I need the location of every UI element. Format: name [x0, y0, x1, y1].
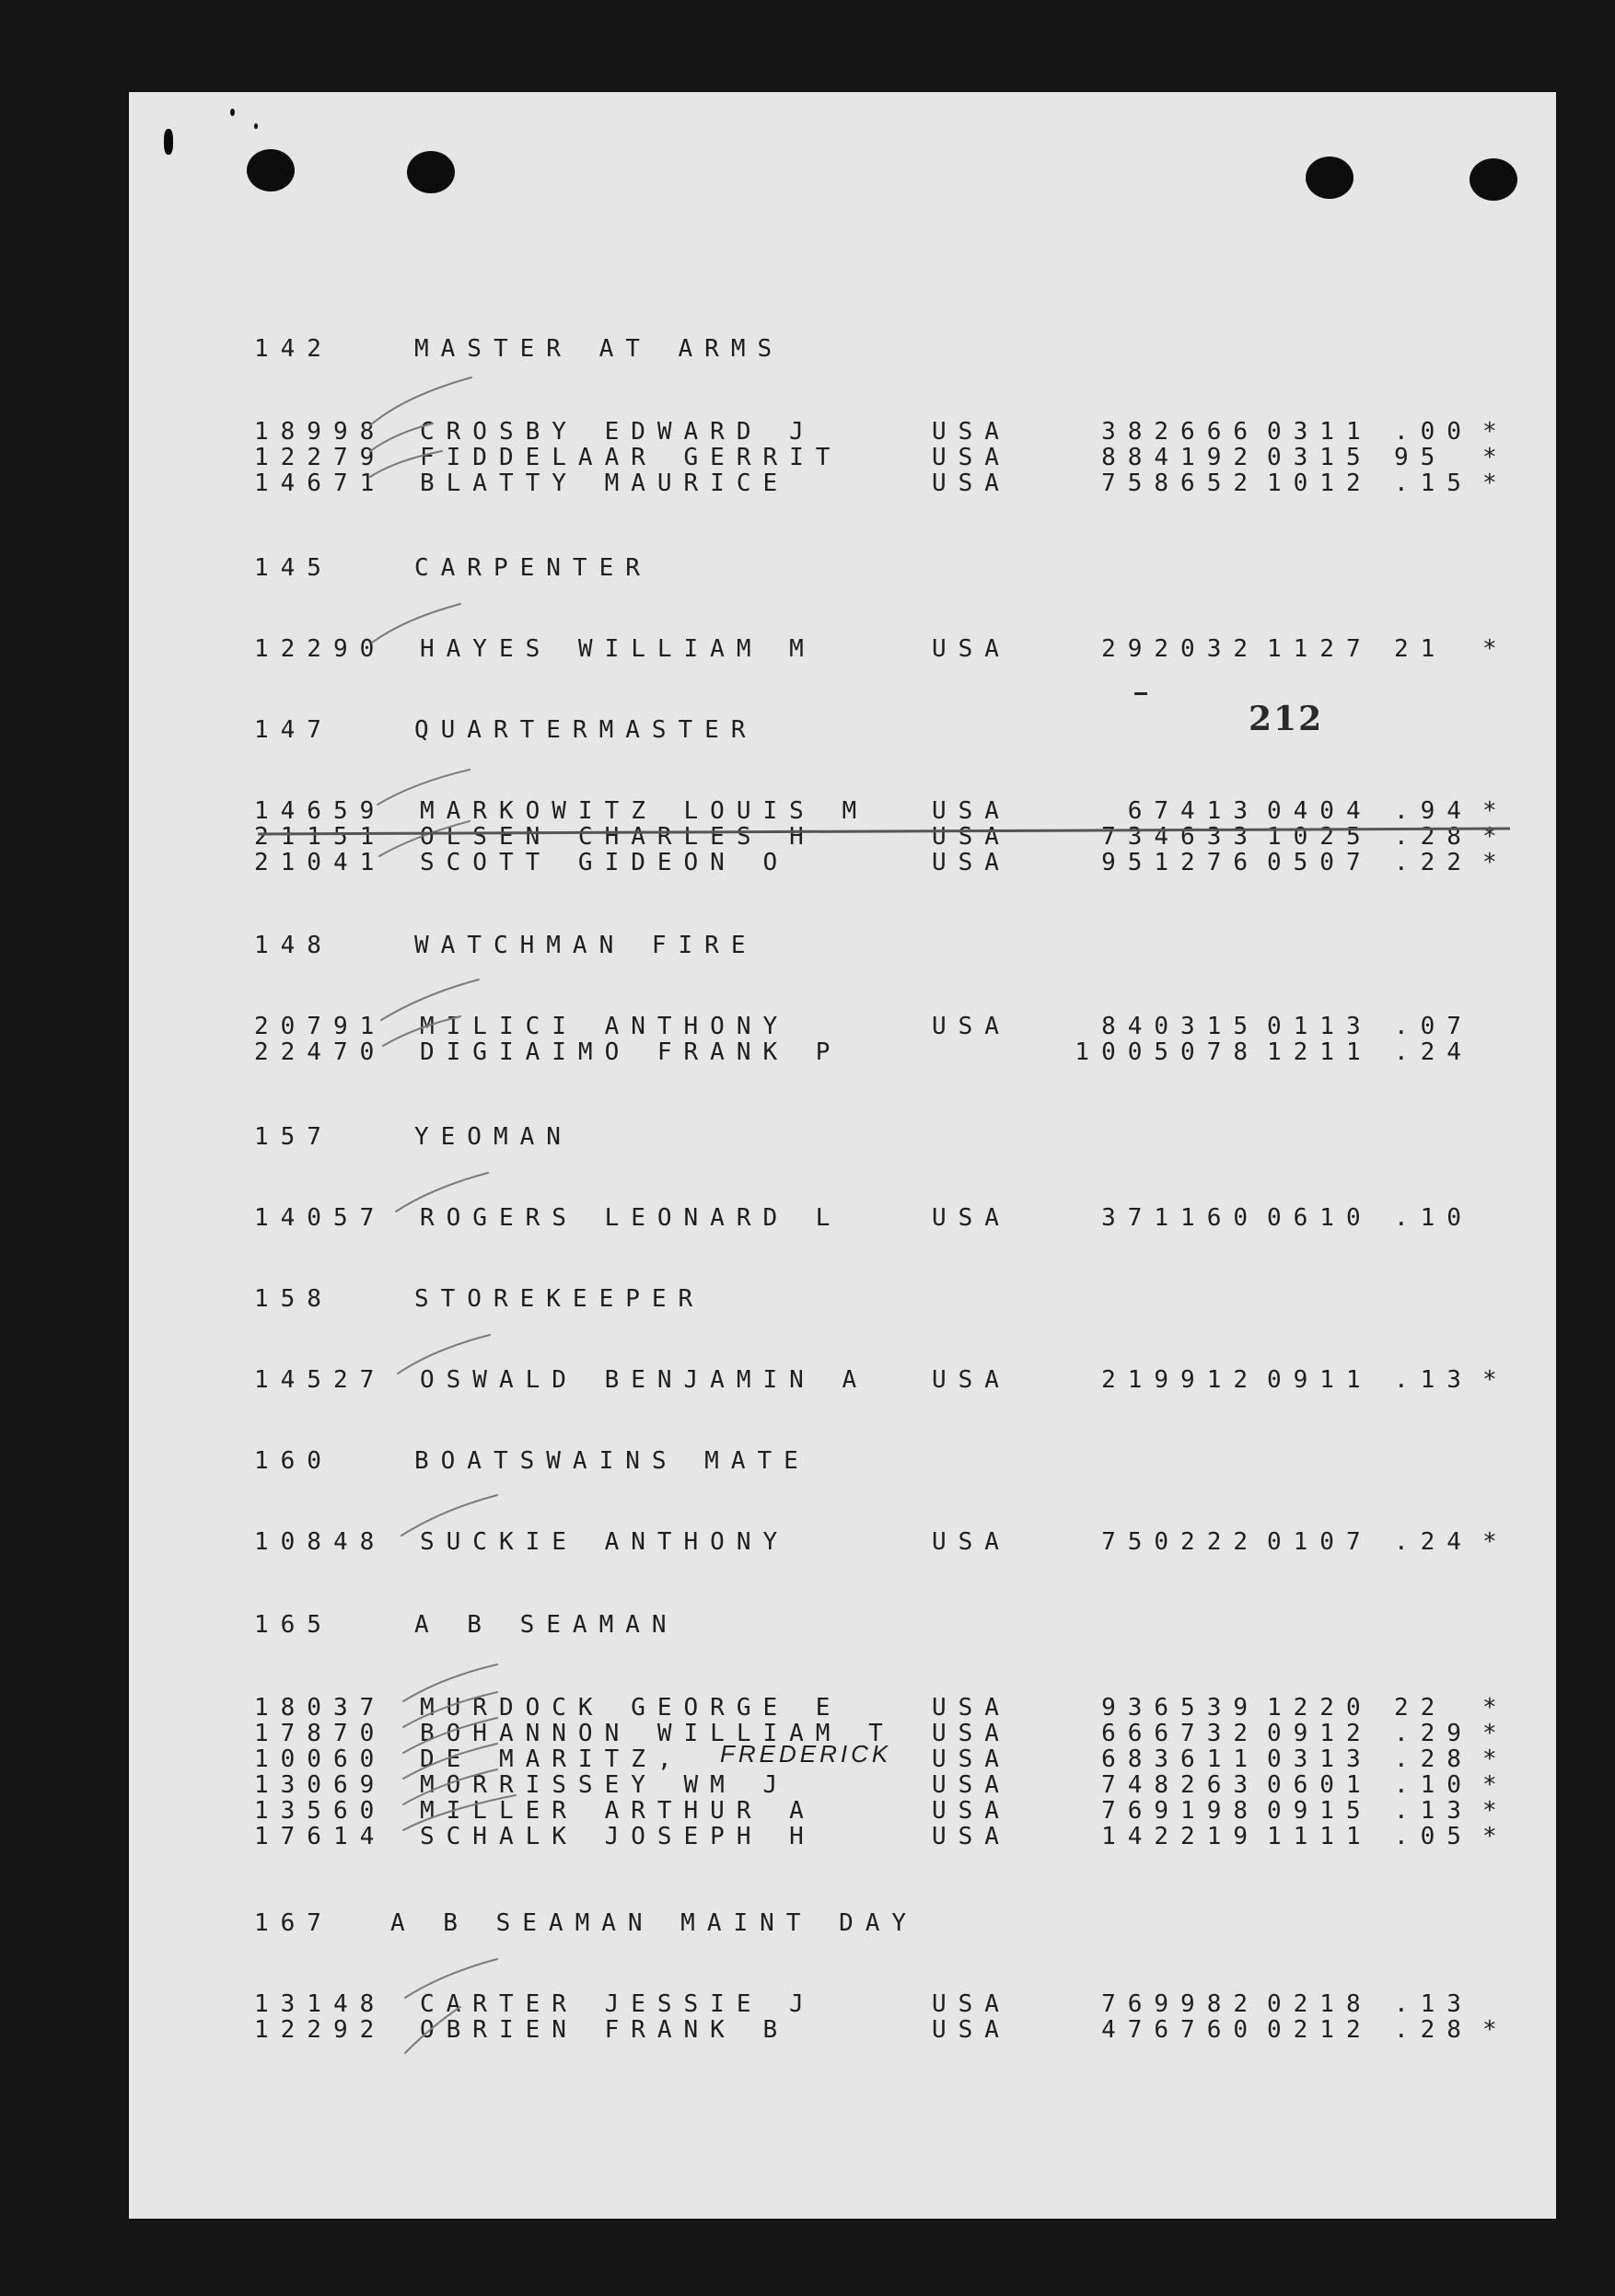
- crew-name: BLATTY MAURICE: [420, 470, 790, 497]
- asterisk-mark: *: [1482, 1797, 1509, 1825]
- date-code: 0601: [1267, 1771, 1373, 1799]
- date-code: 1012: [1267, 470, 1373, 497]
- id-number: 683611: [1101, 1745, 1260, 1773]
- crew-code: 12290: [254, 635, 387, 663]
- citizenship: USA: [932, 1745, 1011, 1773]
- check-mark: [378, 770, 470, 805]
- amount: .24: [1394, 1528, 1473, 1556]
- citizenship: USA: [932, 1204, 1011, 1232]
- id-number: 769982: [1101, 1990, 1260, 2018]
- crew-name: MILICI ANTHONY: [420, 1013, 790, 1040]
- amount: .10: [1394, 1204, 1473, 1232]
- date-code: 0113: [1267, 1013, 1373, 1040]
- id-number: 769198: [1101, 1797, 1260, 1825]
- page-number: 212: [1249, 700, 1324, 738]
- citizenship: USA: [932, 797, 1011, 825]
- crew-name: HAYES WILLIAM M: [420, 635, 816, 663]
- check-mark: [405, 2007, 460, 2053]
- date-code: 0912: [1267, 1720, 1373, 1747]
- crew-code: 21151: [254, 823, 387, 851]
- crew-code: 10848: [254, 1528, 387, 1556]
- section-code: 167: [254, 1909, 333, 1937]
- crew-code: 14671: [254, 470, 387, 497]
- citizenship: USA: [932, 1694, 1011, 1722]
- crew-name: SCHALK JOSEPH H: [420, 1823, 816, 1850]
- asterisk-mark: *: [1482, 1720, 1509, 1747]
- amount: .28: [1394, 1745, 1473, 1773]
- id-number: 936539: [1101, 1694, 1260, 1722]
- citizenship: USA: [932, 1013, 1011, 1040]
- citizenship: USA: [932, 444, 1011, 471]
- date-code: 0313: [1267, 1745, 1373, 1773]
- amount: .13: [1394, 1797, 1473, 1825]
- ink-speck: [164, 129, 173, 155]
- citizenship: USA: [932, 849, 1011, 876]
- asterisk-mark: *: [1482, 1823, 1509, 1850]
- crew-name: MURDOCK GEORGE E: [420, 1694, 842, 1722]
- id-number: 840315: [1101, 1013, 1260, 1040]
- crew-name: SCOTT GIDEON O: [420, 849, 790, 876]
- crew-name: MILLER ARTHUR A: [420, 1797, 816, 1825]
- amount: .07: [1394, 1013, 1473, 1040]
- section-title: QUARTERMASTER: [414, 716, 758, 744]
- date-code: 1211: [1267, 1038, 1373, 1066]
- asterisk-mark: *: [1482, 1745, 1509, 1773]
- date-code: 0404: [1267, 797, 1373, 825]
- citizenship: USA: [932, 1366, 1011, 1394]
- asterisk-mark: *: [1482, 1771, 1509, 1799]
- crew-code: 21041: [254, 849, 387, 876]
- asterisk-mark: *: [1482, 635, 1509, 663]
- id-number: 951276: [1101, 849, 1260, 876]
- crew-code: 14527: [254, 1366, 387, 1394]
- asterisk-mark: *: [1482, 823, 1509, 851]
- amount: .13: [1394, 1366, 1473, 1394]
- crew-name: CROSBY EDWARD J: [420, 418, 816, 446]
- crew-code: 13069: [254, 1771, 387, 1799]
- id-number: 476760: [1101, 2016, 1260, 2044]
- amount: .94: [1394, 797, 1473, 825]
- section-title: WATCHMAN FIRE: [414, 932, 758, 959]
- crew-code: 13148: [254, 1990, 387, 2018]
- citizenship: USA: [932, 470, 1011, 497]
- crew-name: MORRISSEY WM J: [420, 1771, 790, 1799]
- date-code: 0212: [1267, 2016, 1373, 2044]
- crew-name: DIGIAIMO FRANK P: [420, 1038, 842, 1066]
- amount: .24: [1394, 1038, 1473, 1066]
- date-code: 1127: [1267, 635, 1373, 663]
- crew-name: OLSEN CHARLES H: [420, 823, 816, 851]
- amount: 22: [1394, 1694, 1447, 1722]
- document-page: [129, 92, 1556, 2219]
- amount: .15: [1394, 470, 1473, 497]
- crew-code: 22470: [254, 1038, 387, 1066]
- crew-name: CARTER JESSIE J: [420, 1990, 816, 2018]
- section-title: YEOMAN: [414, 1123, 573, 1151]
- section-code: 160: [254, 1447, 333, 1475]
- crew-code: 14057: [254, 1204, 387, 1232]
- section-code: 158: [254, 1285, 333, 1313]
- crew-code: 14659: [254, 797, 387, 825]
- date-code: 0218: [1267, 1990, 1373, 2018]
- section-title: MASTER AT ARMS: [414, 335, 784, 363]
- crew-code: 18037: [254, 1694, 387, 1722]
- crew-code: 20791: [254, 1013, 387, 1040]
- date-code: 0315: [1267, 444, 1373, 471]
- strikethrough-line: [258, 829, 1510, 834]
- check-mark: [403, 1769, 497, 1804]
- crew-name: FIDDELAAR GERRIT: [420, 444, 842, 471]
- id-number: 734633: [1101, 823, 1260, 851]
- id-number: 382666: [1101, 418, 1260, 446]
- section-code: 145: [254, 554, 333, 582]
- asterisk-mark: *: [1482, 444, 1509, 471]
- amount: .29: [1394, 1720, 1473, 1747]
- handwritten-name: FREDERICK: [720, 1740, 892, 1768]
- crew-code: 13560: [254, 1797, 387, 1825]
- asterisk-mark: *: [1482, 849, 1509, 876]
- crew-code: 18998: [254, 418, 387, 446]
- section-code: 148: [254, 932, 333, 959]
- citizenship: USA: [932, 1990, 1011, 2018]
- id-number: 1005078: [1075, 1038, 1260, 1066]
- section-title: A B SEAMAN: [414, 1611, 679, 1639]
- check-mark: [405, 1959, 497, 1998]
- ink-speck: [254, 123, 258, 129]
- date-code: 0610: [1267, 1204, 1373, 1232]
- check-mark: [398, 1335, 490, 1374]
- citizenship: USA: [932, 823, 1011, 851]
- date-code: 1111: [1267, 1823, 1373, 1850]
- check-mark: [370, 377, 471, 425]
- amount: .05: [1394, 1823, 1473, 1850]
- check-mark: [370, 451, 442, 477]
- section-code: 165: [254, 1611, 333, 1639]
- id-number: 758652: [1101, 470, 1260, 497]
- amount: .00: [1394, 418, 1473, 446]
- amount: .28: [1394, 2016, 1473, 2044]
- amount: 21: [1394, 635, 1447, 663]
- id-number: 219912: [1101, 1366, 1260, 1394]
- date-code: 0311: [1267, 418, 1373, 446]
- crew-code: 12292: [254, 2016, 387, 2044]
- check-mark: [383, 1016, 460, 1046]
- section-title: STOREKEEPER: [414, 1285, 705, 1313]
- asterisk-mark: *: [1482, 1694, 1509, 1722]
- section-code: 157: [254, 1123, 333, 1151]
- check-mark: [370, 423, 433, 451]
- section-title: CARPENTER: [414, 554, 652, 582]
- citizenship: USA: [932, 1797, 1011, 1825]
- asterisk-mark: *: [1482, 1366, 1509, 1394]
- check-mark: [403, 1795, 516, 1830]
- date-code: 1220: [1267, 1694, 1373, 1722]
- date-code: 1025: [1267, 823, 1373, 851]
- id-number: 292032: [1101, 635, 1260, 663]
- citizenship: USA: [932, 1771, 1011, 1799]
- date-code: 0911: [1267, 1366, 1373, 1394]
- crew-name: OBRIEN FRANK B: [420, 2016, 790, 2044]
- asterisk-mark: *: [1482, 1528, 1509, 1556]
- check-mark: [379, 821, 470, 856]
- citizenship: USA: [932, 1528, 1011, 1556]
- crew-name: MARKOWITZ LOUIS M: [420, 797, 869, 825]
- date-code: 0507: [1267, 849, 1373, 876]
- crew-name: BOHANNON WILLIAM T: [420, 1720, 895, 1747]
- amount: 95: [1394, 444, 1447, 471]
- date-code: 0107: [1267, 1528, 1373, 1556]
- citizenship: USA: [932, 418, 1011, 446]
- amount: .10: [1394, 1771, 1473, 1799]
- check-mark: [401, 1495, 497, 1536]
- citizenship: USA: [932, 635, 1011, 663]
- id-number: 67413: [1127, 797, 1260, 825]
- asterisk-mark: *: [1482, 2016, 1509, 2044]
- pencil-annotations: [129, 92, 1556, 2219]
- id-number: 750222: [1101, 1528, 1260, 1556]
- id-number: 142219: [1101, 1823, 1260, 1850]
- citizenship: USA: [932, 2016, 1011, 2044]
- citizenship: USA: [932, 1720, 1011, 1747]
- crew-name: SUCKIE ANTHONY: [420, 1528, 790, 1556]
- section-code: 147: [254, 716, 333, 744]
- check-mark: [396, 1173, 488, 1212]
- amount: .22: [1394, 849, 1473, 876]
- crew-name: DE MARITZ,: [420, 1745, 684, 1773]
- id-number: 748263: [1101, 1771, 1260, 1799]
- id-number: 884192: [1101, 444, 1260, 471]
- check-mark: [381, 980, 479, 1020]
- crew-name: OSWALD BENJAMIN A: [420, 1366, 869, 1394]
- ink-speck: [230, 109, 235, 116]
- id-number: 666732: [1101, 1720, 1260, 1747]
- id-number: 371160: [1101, 1204, 1260, 1232]
- section-code: 142: [254, 335, 333, 363]
- crew-code: 17870: [254, 1720, 387, 1747]
- section-title: A B SEAMAN MAINT DAY: [390, 1909, 919, 1937]
- citizenship: USA: [932, 1823, 1011, 1850]
- crew-code: 10060: [254, 1745, 387, 1773]
- asterisk-mark: *: [1482, 470, 1509, 497]
- asterisk-mark: *: [1482, 418, 1509, 446]
- date-code: 0915: [1267, 1797, 1373, 1825]
- asterisk-mark: *: [1482, 797, 1509, 825]
- crew-code: 17614: [254, 1823, 387, 1850]
- crew-code: 12279: [254, 444, 387, 471]
- crew-name: ROGERS LEONARD L: [420, 1204, 842, 1232]
- amount: .28: [1394, 823, 1473, 851]
- section-title: BOATSWAINS MATE: [414, 1447, 810, 1475]
- amount: .13: [1394, 1990, 1473, 2018]
- check-mark: [372, 604, 460, 643]
